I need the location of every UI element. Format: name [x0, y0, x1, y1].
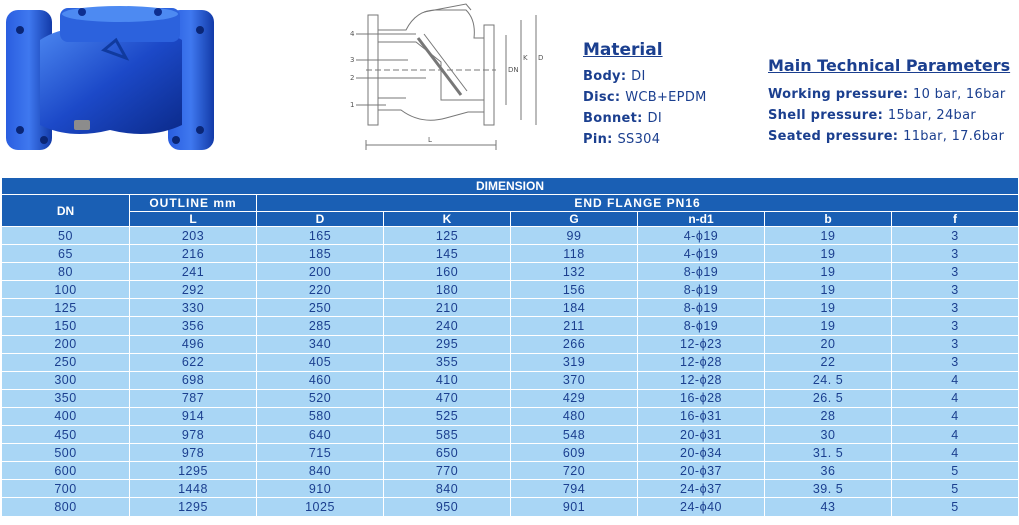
table-cell: 794: [511, 480, 638, 498]
table-row: [2, 245, 1019, 263]
table-cell: 19: [765, 263, 892, 281]
table-cell: 118: [511, 245, 638, 263]
table-cell: 356: [130, 317, 257, 335]
table-row: [2, 353, 1019, 371]
column-header-f: f: [892, 212, 1019, 227]
table-cell: 99: [511, 227, 638, 245]
table-cell: 20: [765, 335, 892, 353]
table-cell: 4: [892, 371, 1019, 389]
column-header-k: K: [384, 212, 511, 227]
table-cell: 150: [2, 317, 130, 335]
table-cell: 16-ϕ28: [638, 389, 765, 407]
table-cell: 548: [511, 426, 638, 444]
table-cell: 8-ϕ19: [638, 281, 765, 299]
table-cell: 19: [765, 245, 892, 263]
table-cell: 480: [511, 407, 638, 425]
table-cell: 4: [892, 407, 1019, 425]
table-cell: 429: [511, 389, 638, 407]
table-cell: 1295: [130, 462, 257, 480]
table-cell: 8-ϕ19: [638, 317, 765, 335]
drawing-label-d: D: [538, 54, 544, 62]
table-cell: 24-ϕ37: [638, 480, 765, 498]
table-cell: 30: [765, 426, 892, 444]
valve-section-drawing: [346, 0, 556, 160]
table-cell: 5: [892, 480, 1019, 498]
table-cell: 585: [384, 426, 511, 444]
table-cell: 184: [511, 299, 638, 317]
table-cell: 250: [2, 353, 130, 371]
table-cell: 3: [892, 227, 1019, 245]
table-cell: 165: [257, 227, 384, 245]
table-cell: 156: [511, 281, 638, 299]
material-disc: Disc: WCB+EPDM: [583, 90, 707, 105]
table-cell: 132: [511, 263, 638, 281]
table-cell: 640: [257, 426, 384, 444]
column-header-g: G: [511, 212, 638, 227]
table-cell: 50: [2, 227, 130, 245]
drawing-label-4: 4: [350, 30, 355, 38]
table-cell: 145: [384, 245, 511, 263]
table-cell: 39. 5: [765, 480, 892, 498]
table-cell: 300: [2, 371, 130, 389]
drawing-label-1: 1: [350, 101, 355, 109]
table-cell: 26. 5: [765, 389, 892, 407]
table-cell: 240: [384, 317, 511, 335]
table-cell: 80: [2, 263, 130, 281]
table-cell: 210: [384, 299, 511, 317]
table-cell: 496: [130, 335, 257, 353]
table-cell: 319: [511, 353, 638, 371]
table-cell: 1295: [130, 498, 257, 516]
table-cell: 500: [2, 444, 130, 462]
table-cell: 914: [130, 407, 257, 425]
table-row: [2, 462, 1019, 480]
end-flange-header: END FLANGE PN16: [257, 195, 1019, 212]
table-cell: 19: [765, 299, 892, 317]
table-cell: 125: [384, 227, 511, 245]
drawing-label-dn: DN: [508, 66, 519, 74]
table-row: [2, 227, 1019, 245]
table-cell: 840: [257, 462, 384, 480]
material-bonnet: Bonnet: DI: [583, 111, 662, 126]
dimension-table: [1, 177, 1019, 517]
table-cell: 4-ϕ19: [638, 227, 765, 245]
table-cell: 250: [257, 299, 384, 317]
table-cell: 100: [2, 281, 130, 299]
table-row: [2, 335, 1019, 353]
table-cell: 65: [2, 245, 130, 263]
table-cell: 450: [2, 426, 130, 444]
table-cell: 400: [2, 407, 130, 425]
table-cell: 20-ϕ37: [638, 462, 765, 480]
table-cell: 295: [384, 335, 511, 353]
table-cell: 470: [384, 389, 511, 407]
table-cell: 19: [765, 317, 892, 335]
table-cell: 12-ϕ28: [638, 353, 765, 371]
table-cell: 16-ϕ31: [638, 407, 765, 425]
material-body: Body: DI: [583, 69, 646, 84]
table-cell: 978: [130, 444, 257, 462]
table-row: [2, 498, 1019, 516]
table-cell: 355: [384, 353, 511, 371]
table-cell: 3: [892, 335, 1019, 353]
table-cell: 787: [130, 389, 257, 407]
table-cell: 160: [384, 263, 511, 281]
table-cell: 292: [130, 281, 257, 299]
table-cell: 12-ϕ23: [638, 335, 765, 353]
table-cell: 978: [130, 426, 257, 444]
table-cell: 185: [257, 245, 384, 263]
table-cell: 19: [765, 281, 892, 299]
column-header-d: D: [257, 212, 384, 227]
table-cell: 200: [2, 335, 130, 353]
drawing-label-l: L: [428, 136, 432, 144]
table-cell: 840: [384, 480, 511, 498]
table-cell: 370: [511, 371, 638, 389]
table-cell: 901: [511, 498, 638, 516]
table-cell: 3: [892, 317, 1019, 335]
table-cell: 715: [257, 444, 384, 462]
table-cell: 216: [130, 245, 257, 263]
table-cell: 28: [765, 407, 892, 425]
table-cell: 580: [257, 407, 384, 425]
table-cell: 3: [892, 245, 1019, 263]
parameters-title: Main Technical Parameters: [768, 56, 1011, 75]
table-cell: 19: [765, 227, 892, 245]
table-row: [2, 407, 1019, 425]
dimension-table-body: [2, 227, 1019, 517]
table-cell: 285: [257, 317, 384, 335]
drawing-label-k: K: [523, 54, 528, 62]
table-cell: 200: [257, 263, 384, 281]
table-cell: 36: [765, 462, 892, 480]
table-cell: 24. 5: [765, 371, 892, 389]
table-cell: 5: [892, 498, 1019, 516]
table-cell: 20-ϕ31: [638, 426, 765, 444]
table-cell: 340: [257, 335, 384, 353]
table-row: [2, 480, 1019, 498]
table-cell: 460: [257, 371, 384, 389]
table-cell: 3: [892, 353, 1019, 371]
table-cell: 600: [2, 462, 130, 480]
table-cell: 720: [511, 462, 638, 480]
table-cell: 22: [765, 353, 892, 371]
table-cell: 12-ϕ28: [638, 371, 765, 389]
table-cell: 24-ϕ40: [638, 498, 765, 516]
table-cell: 3: [892, 299, 1019, 317]
drawing-label-3: 3: [350, 56, 355, 64]
table-cell: 3: [892, 281, 1019, 299]
drawing-label-2: 2: [350, 74, 355, 82]
table-cell: 525: [384, 407, 511, 425]
table-cell: 800: [2, 498, 130, 516]
table-row: [2, 444, 1019, 462]
dimension-title: DIMENSION: [2, 178, 1019, 195]
table-cell: 4: [892, 426, 1019, 444]
table-cell: 609: [511, 444, 638, 462]
table-cell: 203: [130, 227, 257, 245]
table-cell: 698: [130, 371, 257, 389]
table-cell: 770: [384, 462, 511, 480]
table-cell: 43: [765, 498, 892, 516]
table-cell: 20-ϕ34: [638, 444, 765, 462]
table-cell: 125: [2, 299, 130, 317]
table-cell: 4: [892, 389, 1019, 407]
table-cell: 241: [130, 263, 257, 281]
column-header-n-d1: n-d1: [638, 212, 765, 227]
table-cell: 8-ϕ19: [638, 263, 765, 281]
table-cell: 4: [892, 444, 1019, 462]
table-cell: 180: [384, 281, 511, 299]
dn-header: DN: [2, 195, 130, 227]
table-cell: 330: [130, 299, 257, 317]
working-pressure: Working pressure: 10 bar, 16bar: [768, 87, 1006, 102]
table-cell: 1025: [257, 498, 384, 516]
table-cell: 700: [2, 480, 130, 498]
table-cell: 405: [257, 353, 384, 371]
table-cell: 622: [130, 353, 257, 371]
table-row: [2, 299, 1019, 317]
table-cell: 4-ϕ19: [638, 245, 765, 263]
table-row: [2, 263, 1019, 281]
table-cell: 31. 5: [765, 444, 892, 462]
column-header-b: b: [765, 212, 892, 227]
table-row: [2, 426, 1019, 444]
table-cell: 910: [257, 480, 384, 498]
table-row: [2, 371, 1019, 389]
valve-photo: [0, 0, 222, 160]
table-cell: 1448: [130, 480, 257, 498]
material-pin: Pin: SS304: [583, 132, 661, 147]
table-cell: 410: [384, 371, 511, 389]
table-cell: 520: [257, 389, 384, 407]
table-cell: 5: [892, 462, 1019, 480]
table-cell: 3: [892, 263, 1019, 281]
technical-parameters-section: [768, 56, 1019, 147]
seated-pressure: Seated pressure: 11bar, 17.6bar: [768, 129, 1005, 144]
table-cell: 950: [384, 498, 511, 516]
table-cell: 8-ϕ19: [638, 299, 765, 317]
table-cell: 266: [511, 335, 638, 353]
table-cell: 650: [384, 444, 511, 462]
table-row: [2, 281, 1019, 299]
table-cell: 350: [2, 389, 130, 407]
outline-header: OUTLINE mm: [130, 195, 257, 212]
material-title: Material: [583, 40, 663, 60]
shell-pressure: Shell pressure: 15bar, 24bar: [768, 108, 976, 123]
table-cell: 211: [511, 317, 638, 335]
table-row: [2, 317, 1019, 335]
column-header-l: L: [130, 212, 257, 227]
table-row: [2, 389, 1019, 407]
material-section: [583, 40, 707, 150]
table-cell: 220: [257, 281, 384, 299]
